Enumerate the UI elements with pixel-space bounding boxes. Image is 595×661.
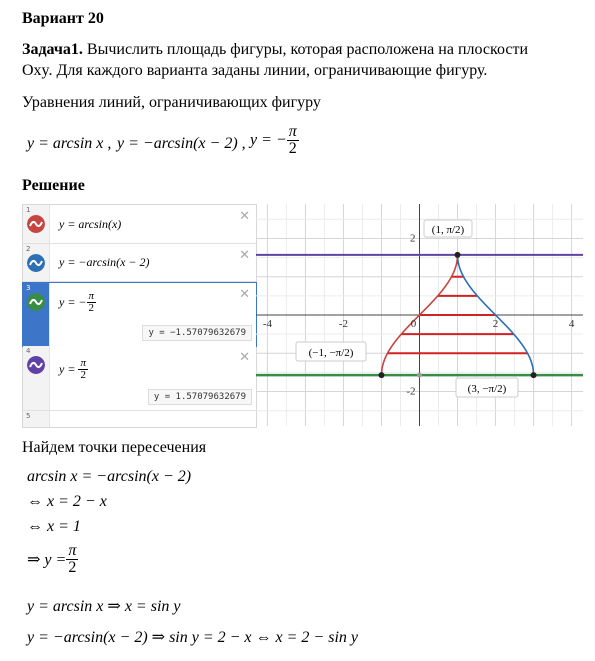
step-5: y = arcsin x ⇒ x = sin y bbox=[27, 598, 181, 615]
expression-row-1[interactable] bbox=[23, 205, 256, 244]
step-6: y = −arcsin(x − 2) ⇒ sin y = 2 − x ⇔ x = 2 − sin y bbox=[27, 629, 358, 646]
equation-3-den: 2 bbox=[288, 140, 297, 157]
expression-row-5[interactable] bbox=[23, 411, 256, 427]
equation-2: y = −arcsin(x − 2) , bbox=[117, 135, 246, 152]
row-gutter bbox=[23, 283, 50, 346]
row-index: 4 bbox=[26, 347, 31, 355]
equation-3-num: π bbox=[288, 123, 297, 140]
y-tick-label: -2 bbox=[406, 385, 416, 398]
graph-toggle-icon[interactable] bbox=[27, 215, 45, 233]
evaluation-value: y = −1.57079632679 bbox=[142, 325, 252, 341]
point-label-top bbox=[424, 220, 472, 237]
point-label-text: (3, −π/2) bbox=[467, 383, 507, 395]
equation-3-pre: y = − bbox=[250, 131, 287, 149]
intersection-point bbox=[531, 372, 537, 378]
graph-toggle-icon[interactable] bbox=[27, 356, 45, 374]
row-index: 3 bbox=[26, 284, 31, 292]
equations-heading: Уравнения линий, ограничивающих фигуру bbox=[22, 94, 321, 111]
expression-list bbox=[22, 204, 257, 428]
step-4-num: π bbox=[68, 542, 77, 559]
expression-text[interactable]: y = arcsin(x) bbox=[59, 217, 122, 231]
expression-prefix: y = bbox=[59, 362, 76, 376]
intersection-point bbox=[378, 372, 384, 378]
task-line-2: Oxy. Для каждого варианта заданы линии, ограничивающие фигуру. bbox=[22, 62, 488, 79]
point-label-right bbox=[456, 378, 518, 397]
delete-icon[interactable]: ✕ bbox=[239, 209, 250, 224]
equation-1: y = arcsin x , bbox=[27, 135, 112, 152]
x-tick-label: -2 bbox=[338, 318, 349, 330]
delete-icon[interactable]: ✕ bbox=[239, 287, 250, 302]
intersections-heading: Найдем точки пересечения bbox=[22, 439, 207, 456]
expression-row-4[interactable] bbox=[23, 346, 256, 411]
expression-row-3[interactable] bbox=[22, 282, 257, 347]
fraction-numerator: π bbox=[80, 357, 86, 369]
task-line-1 bbox=[22, 41, 528, 59]
fraction-denominator: 2 bbox=[88, 302, 95, 314]
solution-heading: Решение bbox=[22, 177, 85, 194]
fraction-denominator: 2 bbox=[80, 369, 86, 381]
row-gutter bbox=[23, 244, 50, 281]
graph-canvas[interactable] bbox=[256, 204, 583, 426]
expression-row-2[interactable] bbox=[23, 244, 256, 282]
delete-icon[interactable]: ✕ bbox=[239, 248, 250, 263]
x-tick-label: 0 bbox=[410, 318, 417, 330]
delete-icon[interactable]: ✕ bbox=[239, 350, 250, 365]
step-4-pre: ⇒ y = bbox=[27, 551, 67, 569]
step-1: arcsin x = −arcsin(x − 2) bbox=[27, 468, 192, 485]
expression-text[interactable]: y = −arcsin(x − 2) bbox=[59, 255, 150, 269]
axis-point bbox=[417, 373, 422, 378]
point-label-text: (−1, −π/2) bbox=[308, 347, 354, 359]
row-gutter bbox=[23, 411, 50, 427]
variant-title: Вариант 20 bbox=[22, 10, 104, 27]
step-3: ⇔ x = 1 bbox=[27, 518, 81, 535]
x-tick-label: -4 bbox=[262, 318, 272, 330]
row-gutter bbox=[23, 346, 50, 410]
evaluation-value: y = 1.57079632679 bbox=[148, 389, 252, 405]
step-4 bbox=[27, 543, 78, 576]
equation-3 bbox=[250, 124, 299, 157]
graph-toggle-icon[interactable] bbox=[27, 293, 45, 311]
row-gutter bbox=[23, 205, 50, 243]
fraction-numerator: π bbox=[88, 290, 95, 302]
x-tick-label: 2 bbox=[492, 318, 499, 330]
x-tick-label: 4 bbox=[568, 318, 575, 330]
y-tick-label: 2 bbox=[410, 232, 416, 245]
row-index: 2 bbox=[26, 245, 31, 253]
graph-toggle-icon[interactable] bbox=[27, 254, 45, 272]
point-label-left bbox=[296, 342, 366, 361]
step-2: ⇔ x = 2 − x bbox=[27, 493, 107, 510]
expression-text[interactable] bbox=[59, 358, 88, 381]
row-index: 5 bbox=[26, 412, 31, 420]
point-label-text: (1, π/2) bbox=[431, 224, 465, 236]
step-4-den: 2 bbox=[68, 559, 77, 576]
expression-prefix: y = − bbox=[59, 295, 87, 309]
task-label: Задача1. bbox=[22, 41, 83, 58]
task-text-1: Вычислить площадь фигуры, которая расположена на плоскости bbox=[82, 41, 529, 58]
expression-text[interactable] bbox=[59, 291, 96, 314]
intersection-point bbox=[455, 252, 461, 258]
row-index: 1 bbox=[26, 206, 31, 214]
